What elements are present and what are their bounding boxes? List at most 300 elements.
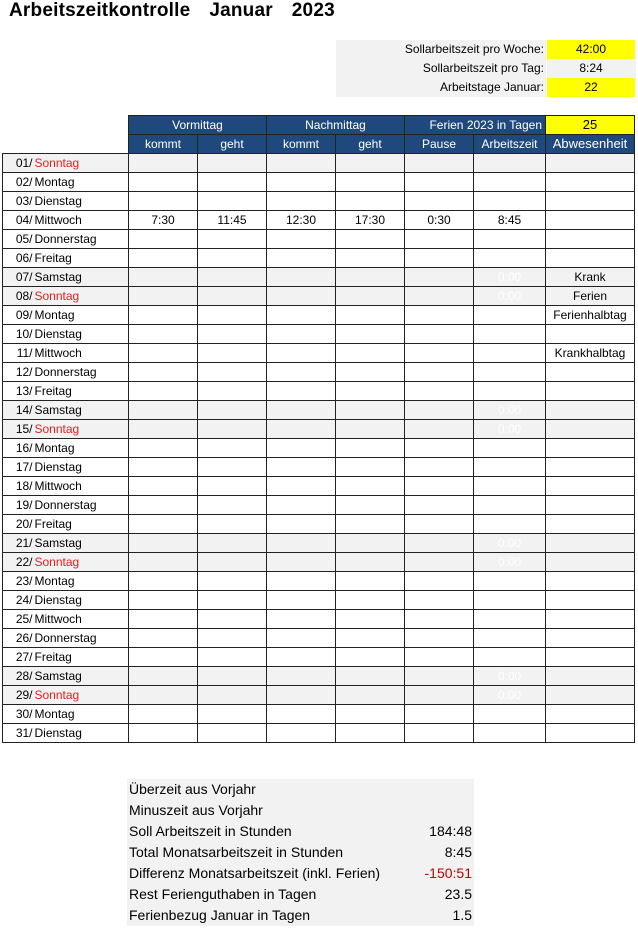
kommt-am-cell[interactable] [129,154,198,173]
geht-am-cell[interactable] [198,724,267,743]
kommt-am-cell[interactable] [129,173,198,192]
table-row [3,325,635,344]
kommt-pm-cell[interactable] [267,382,336,401]
pause-cell[interactable] [405,344,474,363]
ferien-days-cell[interactable]: 25 [546,116,635,135]
abwesenheit-cell[interactable] [546,458,635,477]
geht-am-cell[interactable] [198,420,267,439]
kommt-pm-cell[interactable] [267,363,336,382]
kommt-pm-cell[interactable] [267,420,336,439]
day-name: Donnerstag [34,629,129,648]
table-row [3,667,635,686]
abwesenheit-cell[interactable]: Krankhalbtag [546,344,635,363]
geht-am-cell[interactable] [198,534,267,553]
kommt-am-cell[interactable] [129,686,198,705]
day-number: 05/ [3,230,34,249]
kommt-am-cell[interactable] [129,477,198,496]
geht-am-cell[interactable] [198,515,267,534]
kommt-am-cell[interactable] [129,515,198,534]
kommt-pm-cell[interactable] [267,268,336,287]
pause-cell[interactable] [405,230,474,249]
arbeitszeit-cell[interactable]: 0:00 [474,534,546,553]
geht-pm-cell[interactable] [336,648,405,667]
arbeitszeit-cell[interactable] [474,344,546,363]
kommt-am-cell[interactable] [129,496,198,515]
table-row [3,496,635,515]
kommt-am-cell[interactable] [129,230,198,249]
day-name: Sonntag [34,154,129,173]
geht-am-cell[interactable] [198,686,267,705]
pause-cell[interactable] [405,458,474,477]
day-name: Freitag [34,249,129,268]
setting-row [336,40,636,59]
kommt-pm-cell[interactable] [267,629,336,648]
kommt-am-cell[interactable] [129,306,198,325]
kommt-pm-cell[interactable] [267,306,336,325]
abwesenheit-cell[interactable] [546,648,635,667]
geht-am-cell[interactable]: 11:45 [198,211,267,230]
summary-panel [127,779,474,926]
kommt-am-cell[interactable] [129,363,198,382]
pause-cell[interactable] [405,420,474,439]
abwesenheit-cell[interactable] [546,192,635,211]
arbeitszeit-cell[interactable] [474,572,546,591]
day-name: Freitag [34,648,129,667]
kommt-pm-cell[interactable] [267,724,336,743]
abwesenheit-cell[interactable] [546,705,635,724]
table-row [3,591,635,610]
table-row [3,515,635,534]
geht-pm-cell[interactable] [336,686,405,705]
kommt-am-cell[interactable] [129,325,198,344]
summary-value: 1.5 [452,907,472,923]
geht-pm-cell[interactable] [336,572,405,591]
arbeitszeit-cell[interactable]: 8:45 [474,211,546,230]
geht-am-cell[interactable] [198,553,267,572]
arbeitszeit-cell[interactable]: 0:00 [474,401,546,420]
pause-cell[interactable] [405,325,474,344]
kommt-am-cell[interactable] [129,401,198,420]
geht-am-cell[interactable] [198,230,267,249]
arbeitszeit-cell[interactable]: 0:00 [474,667,546,686]
kommt-am-cell[interactable] [129,705,198,724]
table-row [3,363,635,382]
summary-value: 23.5 [444,886,472,902]
geht-am-cell[interactable] [198,306,267,325]
setting-label: Arbeitstage Januar: [439,80,544,94]
abwesenheit-cell[interactable] [546,249,635,268]
geht-am-cell[interactable] [198,268,267,287]
abwesenheit-cell[interactable] [546,477,635,496]
day-number: 21/ [3,534,34,553]
pause-cell[interactable] [405,268,474,287]
table-row [3,629,635,648]
abwesenheit-cell[interactable] [546,572,635,591]
abwesenheit-cell[interactable] [546,534,635,553]
geht-am-cell[interactable] [198,705,267,724]
day-name: Montag [34,572,129,591]
pause-cell[interactable] [405,667,474,686]
pause-cell[interactable] [405,173,474,192]
abwesenheit-cell[interactable]: Krank [546,268,635,287]
abwesenheit-cell[interactable] [546,211,635,230]
geht-pm-cell[interactable] [336,268,405,287]
kommt-pm-cell[interactable] [267,572,336,591]
kommt-am-cell[interactable] [129,667,198,686]
geht-pm-cell[interactable] [336,477,405,496]
pause-cell[interactable] [405,154,474,173]
arbeitszeit-cell[interactable] [474,382,546,401]
abwesenheit-cell[interactable] [546,515,635,534]
kommt-am-cell[interactable] [129,420,198,439]
day-name: Mittwoch [34,477,129,496]
geht-pm-cell[interactable] [336,534,405,553]
abwesenheit-cell[interactable] [546,667,635,686]
geht-pm-cell[interactable] [336,724,405,743]
pause-cell[interactable] [405,249,474,268]
geht-am-cell[interactable] [198,610,267,629]
day-name: Freitag [34,515,129,534]
summary-label: Ferienbezug Januar in Tagen [129,907,311,923]
kommt-pm-cell[interactable] [267,705,336,724]
abwesenheit-cell[interactable] [546,629,635,648]
kommt-pm-cell[interactable] [267,325,336,344]
abwesenheit-cell[interactable] [546,230,635,249]
abwesenheit-cell[interactable] [546,325,635,344]
table-row [3,268,635,287]
setting-value[interactable]: 22 [546,78,635,97]
arbeitszeit-cell[interactable]: 0:00 [474,268,546,287]
kommt-pm-cell[interactable] [267,648,336,667]
kommt-pm-cell[interactable] [267,344,336,363]
day-name: Mittwoch [34,344,129,363]
arbeitszeit-cell[interactable]: 0:00 [474,420,546,439]
col-header-geht-am: geht [198,135,267,154]
pause-cell[interactable] [405,439,474,458]
geht-am-cell[interactable] [198,344,267,363]
geht-am-cell[interactable] [198,439,267,458]
setting-label: Sollarbeitszeit pro Woche: [404,42,544,56]
arbeitszeit-cell[interactable] [474,477,546,496]
geht-pm-cell[interactable] [336,287,405,306]
kommt-pm-cell[interactable] [267,401,336,420]
day-name: Mittwoch [34,610,129,629]
table-row [3,458,635,477]
table-row [3,287,635,306]
day-name: Montag [34,173,129,192]
abwesenheit-cell[interactable]: Ferienhalbtag [546,306,635,325]
geht-pm-cell[interactable] [336,705,405,724]
nachmittag-header: Nachmittag [267,116,405,135]
kommt-am-cell[interactable] [129,287,198,306]
kommt-pm-cell[interactable] [267,249,336,268]
geht-am-cell[interactable] [198,648,267,667]
summary-row [127,905,474,926]
day-number: 20/ [3,515,34,534]
kommt-am-cell[interactable] [129,610,198,629]
kommt-pm-cell[interactable] [267,553,336,572]
summary-label: Überzeit aus Vorjahr [129,781,256,797]
time-table [2,115,635,743]
day-number: 16/ [3,439,34,458]
table-row [3,477,635,496]
geht-am-cell[interactable] [198,154,267,173]
kommt-pm-cell[interactable] [267,230,336,249]
kommt-pm-cell[interactable] [267,515,336,534]
day-number: 01/ [3,154,34,173]
geht-am-cell[interactable] [198,477,267,496]
col-header-kommt-pm: kommt [267,135,336,154]
arbeitszeit-cell[interactable] [474,249,546,268]
arbeitszeit-cell[interactable]: 0:00 [474,553,546,572]
day-name: Donnerstag [34,496,129,515]
arbeitszeit-cell[interactable] [474,192,546,211]
abwesenheit-cell[interactable] [546,724,635,743]
geht-pm-cell[interactable] [336,192,405,211]
day-number: 04/ [3,211,34,230]
geht-pm-cell[interactable] [336,306,405,325]
day-name: Samstag [34,268,129,287]
kommt-am-cell[interactable] [129,629,198,648]
abwesenheit-cell[interactable] [546,496,635,515]
geht-pm-cell[interactable] [336,249,405,268]
abwesenheit-cell[interactable]: Ferien [546,287,635,306]
abwesenheit-cell[interactable] [546,439,635,458]
kommt-pm-cell[interactable] [267,496,336,515]
kommt-pm-cell[interactable] [267,610,336,629]
table-row [3,648,635,667]
arbeitszeit-cell[interactable] [474,724,546,743]
kommt-pm-cell[interactable] [267,287,336,306]
arbeitszeit-cell[interactable] [474,648,546,667]
day-name: Samstag [34,401,129,420]
arbeitszeit-cell[interactable] [474,629,546,648]
table-row [3,230,635,249]
geht-am-cell[interactable] [198,382,267,401]
geht-am-cell[interactable] [198,458,267,477]
kommt-pm-cell[interactable] [267,477,336,496]
kommt-am-cell[interactable] [129,572,198,591]
kommt-pm-cell[interactable] [267,458,336,477]
day-number: 12/ [3,363,34,382]
col-header-kommt-am: kommt [129,135,198,154]
geht-am-cell[interactable] [198,192,267,211]
geht-pm-cell[interactable] [336,439,405,458]
geht-am-cell[interactable] [198,496,267,515]
day-number: 27/ [3,648,34,667]
summary-value: -150:51 [424,865,472,881]
kommt-am-cell[interactable] [129,553,198,572]
table-row [3,553,635,572]
arbeitszeit-cell[interactable] [474,306,546,325]
pause-cell[interactable] [405,306,474,325]
geht-pm-cell[interactable] [336,629,405,648]
arbeitszeit-cell[interactable] [474,325,546,344]
abwesenheit-cell[interactable] [546,553,635,572]
geht-pm-cell[interactable] [336,553,405,572]
geht-am-cell[interactable] [198,401,267,420]
kommt-am-cell[interactable] [129,249,198,268]
day-number: 06/ [3,249,34,268]
pause-cell[interactable] [405,572,474,591]
table-row [3,534,635,553]
day-number: 09/ [3,306,34,325]
pause-cell[interactable] [405,287,474,306]
setting-value[interactable]: 8:24 [546,59,635,78]
geht-pm-cell[interactable] [336,591,405,610]
pause-cell[interactable] [405,629,474,648]
geht-pm-cell[interactable] [336,363,405,382]
pause-cell[interactable] [405,477,474,496]
pause-cell[interactable] [405,534,474,553]
geht-pm-cell[interactable] [336,401,405,420]
arbeitszeit-cell[interactable] [474,363,546,382]
day-number: 08/ [3,287,34,306]
pause-cell[interactable] [405,610,474,629]
geht-am-cell[interactable] [198,173,267,192]
kommt-pm-cell[interactable] [267,686,336,705]
geht-pm-cell[interactable] [336,420,405,439]
abwesenheit-cell[interactable] [546,686,635,705]
arbeitszeit-cell[interactable]: 0:00 [474,686,546,705]
geht-pm-cell[interactable] [336,496,405,515]
geht-am-cell[interactable] [198,591,267,610]
kommt-am-cell[interactable] [129,724,198,743]
geht-pm-cell[interactable] [336,325,405,344]
day-number: 23/ [3,572,34,591]
geht-pm-cell[interactable]: 17:30 [336,211,405,230]
table-row [3,401,635,420]
summary-label: Soll Arbeitszeit in Stunden [129,823,292,839]
kommt-am-cell[interactable] [129,439,198,458]
geht-pm-cell[interactable] [336,515,405,534]
col-header-arbeitszeit: Arbeitszeit [474,135,546,154]
abwesenheit-cell[interactable] [546,173,635,192]
arbeitszeit-cell[interactable] [474,705,546,724]
kommt-am-cell[interactable] [129,591,198,610]
pause-cell[interactable] [405,192,474,211]
arbeitszeit-cell[interactable] [474,458,546,477]
table-row [3,344,635,363]
geht-pm-cell[interactable] [336,154,405,173]
geht-pm-cell[interactable] [336,173,405,192]
day-name: Sonntag [34,553,129,572]
kommt-pm-cell[interactable]: 12:30 [267,211,336,230]
day-number: 03/ [3,192,34,211]
pause-cell[interactable] [405,382,474,401]
geht-am-cell[interactable] [198,667,267,686]
pause-cell[interactable] [405,648,474,667]
kommt-am-cell[interactable]: 7:30 [129,211,198,230]
abwesenheit-cell[interactable] [546,363,635,382]
kommt-am-cell[interactable] [129,192,198,211]
abwesenheit-cell[interactable] [546,420,635,439]
day-name: Dienstag [34,325,129,344]
pause-cell[interactable] [405,591,474,610]
arbeitszeit-cell[interactable] [474,154,546,173]
day-number: 11/ [3,344,34,363]
day-number: 17/ [3,458,34,477]
kommt-am-cell[interactable] [129,534,198,553]
summary-label: Rest Ferienguthaben in Tagen [129,886,317,902]
kommt-am-cell[interactable] [129,382,198,401]
day-number: 31/ [3,724,34,743]
day-name: Dienstag [34,591,129,610]
geht-pm-cell[interactable] [336,667,405,686]
abwesenheit-cell[interactable] [546,591,635,610]
table-row [3,439,635,458]
geht-am-cell[interactable] [198,629,267,648]
pause-cell[interactable] [405,496,474,515]
day-name: Dienstag [34,458,129,477]
kommt-pm-cell[interactable] [267,591,336,610]
pause-cell[interactable]: 0:30 [405,211,474,230]
pause-cell[interactable] [405,553,474,572]
arbeitszeit-cell[interactable] [474,591,546,610]
pause-cell[interactable] [405,515,474,534]
kommt-pm-cell[interactable] [267,534,336,553]
pause-cell[interactable] [405,401,474,420]
arbeitszeit-cell[interactable] [474,610,546,629]
setting-value[interactable]: 42:00 [546,40,635,59]
arbeitszeit-cell[interactable] [474,173,546,192]
pause-cell[interactable] [405,705,474,724]
kommt-am-cell[interactable] [129,268,198,287]
summary-row [127,821,474,842]
table-row [3,686,635,705]
kommt-pm-cell[interactable] [267,667,336,686]
geht-pm-cell[interactable] [336,610,405,629]
geht-pm-cell[interactable] [336,230,405,249]
pause-cell[interactable] [405,363,474,382]
geht-am-cell[interactable] [198,363,267,382]
table-row [3,154,635,173]
day-name: Dienstag [34,192,129,211]
arbeitszeit-cell[interactable] [474,439,546,458]
pause-cell[interactable] [405,686,474,705]
geht-am-cell[interactable] [198,325,267,344]
kommt-pm-cell[interactable] [267,192,336,211]
kommt-pm-cell[interactable] [267,439,336,458]
table-row [3,173,635,192]
setting-row [336,59,636,78]
geht-pm-cell[interactable] [336,382,405,401]
geht-am-cell[interactable] [198,572,267,591]
table-row [3,724,635,743]
geht-pm-cell[interactable] [336,458,405,477]
arbeitszeit-cell[interactable]: 0:00 [474,287,546,306]
day-name: Samstag [34,667,129,686]
pause-cell[interactable] [405,724,474,743]
kommt-am-cell[interactable] [129,648,198,667]
kommt-pm-cell[interactable] [267,154,336,173]
geht-am-cell[interactable] [198,249,267,268]
geht-am-cell[interactable] [198,287,267,306]
kommt-am-cell[interactable] [129,458,198,477]
day-name: Mittwoch [34,211,129,230]
kommt-pm-cell[interactable] [267,173,336,192]
arbeitszeit-cell[interactable] [474,496,546,515]
arbeitszeit-cell[interactable] [474,230,546,249]
abwesenheit-cell[interactable] [546,610,635,629]
arbeitszeit-cell[interactable] [474,515,546,534]
abwesenheit-cell[interactable] [546,382,635,401]
day-number: 19/ [3,496,34,515]
abwesenheit-cell[interactable] [546,154,635,173]
abwesenheit-cell[interactable] [546,401,635,420]
kommt-am-cell[interactable] [129,344,198,363]
geht-pm-cell[interactable] [336,344,405,363]
